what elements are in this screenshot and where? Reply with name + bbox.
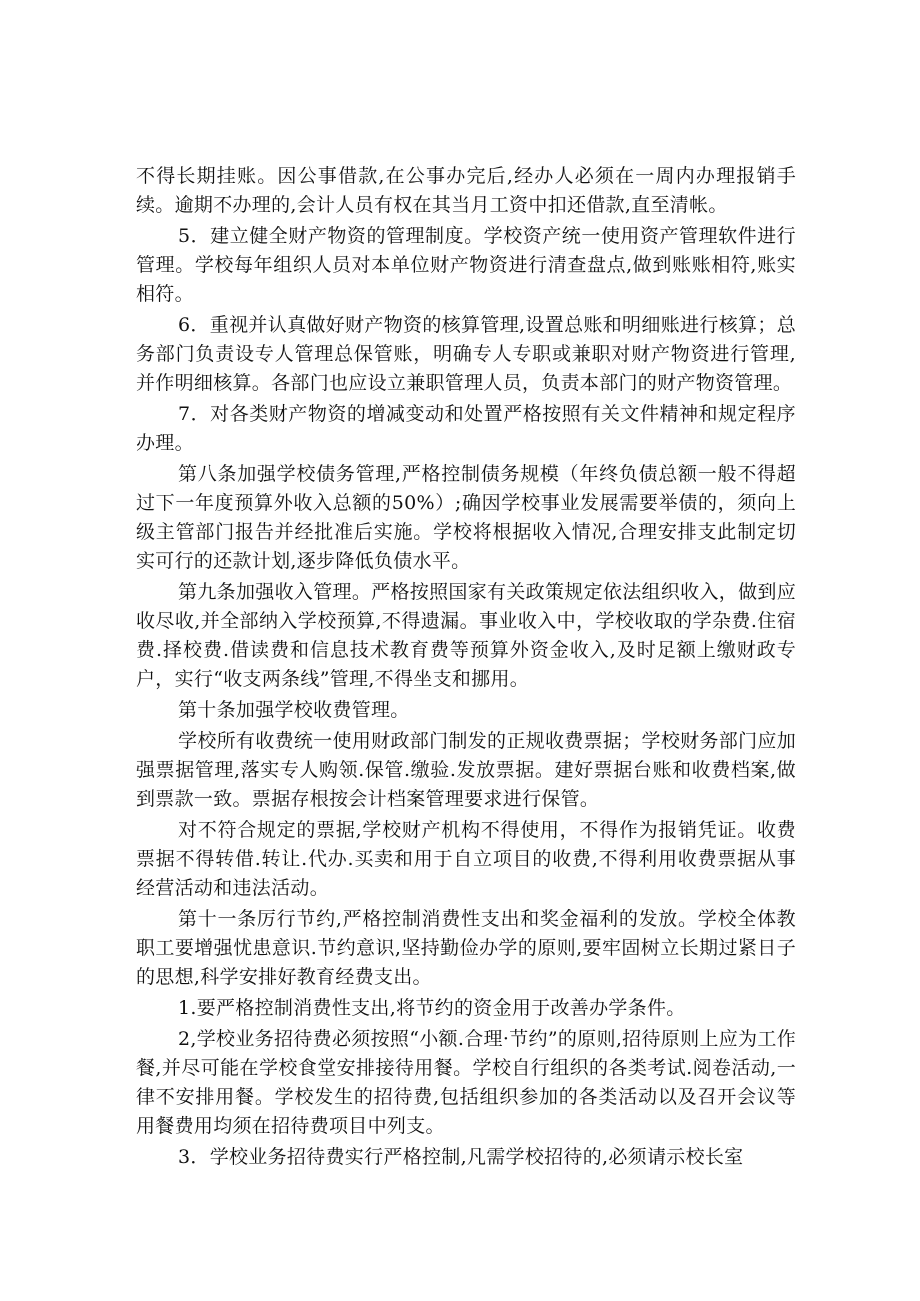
- paragraph-12: 3．学校业务招待费实行严格控制,凡需学校招待的,必须请示校长室: [178, 1146, 744, 1168]
- paragraph-article-8: 第八条加强学校债务管理,严格控制债务规模（年终负债总额一般不得超过下一年度预算外收入总额的50%）;确因学校事业发展需要举债的，须向上级主管部门报告并经批准后实施。学校将根据收入情况,合理安排支此制定切实可行的还款计划,逐步降低负债水平。: [136, 463, 796, 572]
- paragraph-7: 学校所有收费统一使用财政部门制发的正规收费票据；学校财务部门应加强票据管理,落实专人购领.保管.缴验.发放票据。建好票据台账和收费档案,做到票款一致。票据存根按会计档案管理要求进行保管。: [136, 730, 796, 810]
- document-body: [136, 162, 796, 1172]
- paragraph-1: 5．建立健全财产物资的管理制度。学校资产统一使用资产管理软件进行管理。学校每年组织人员对本单位财产物资进行清查盘点,做到账账相符,账实相符。: [136, 225, 796, 305]
- paragraph-8: 对不符合规定的票据,学校财产机构不得使用，不得作为报销凭证。收费票据不得转借.转让.代办.买卖和用于自立项目的收费,不得利用收费票据从事经营活动和违法活动。: [136, 819, 796, 899]
- paragraph-11: 2,学校业务招待费必须按照“小额.合理·节约”的原则,招待原则上应为工作餐,并尽可能在学校食堂安排接待用餐。学校自行组织的各类考试.阅卷活动,一律不安排用餐。学校发生的招待费,包括组织参加的各类活动以及召开会议等用餐费用均须在招待费项目中列支。: [136, 1028, 796, 1137]
- paragraph-2: 6．重视并认真做好财产物资的核算管理,设置总账和明细账进行核算；总务部门负责设专人管理总保管账，明确专人专职或兼职对财产物资进行管理,并作明细核算。各部门也应设立兼职管理人员，负责本部门的财产物资管理。: [136, 314, 796, 394]
- paragraph-article-11: 第十一条厉行节约,严格控制消费性支出和奖金福利的发放。学校全体教职工要增强忧患意识.节约意识,坚持勤俭办学的原则,要牢固树立长期过紧日子的思想,科学安排好教育经费支出。: [136, 908, 796, 988]
- paragraph-article-10-heading: 第十条加强学校收费管理。: [178, 699, 410, 721]
- paragraph-3: 7．对各类财产物资的增减变动和处置严格按照有关文件精神和规定程序办理。: [136, 403, 796, 454]
- paragraph-article-9: 第九条加强收入管理。严格按照国家有关政策规定依法组织收入，做到应收尽收,并全部纳入学校预算,不得遗漏。事业收入中，学校收取的学杂费.住宿费.择校费.借读费和信息技术教育费等预算外资金收入,及时足额上缴财政专户，实行“收支两条线”管理,不得坐支和挪用。: [136, 581, 796, 690]
- paragraph-10: 1.要严格控制消费性支出,将节约的资金用于改善办学条件。: [178, 997, 686, 1019]
- paragraph-0: 不得长期挂账。因公事借款,在公事办完后,经办人必须在一周内办理报销手续。逾期不办理的,会计人员有权在其当月工资中扣还借款,直至清帐。: [136, 165, 796, 216]
